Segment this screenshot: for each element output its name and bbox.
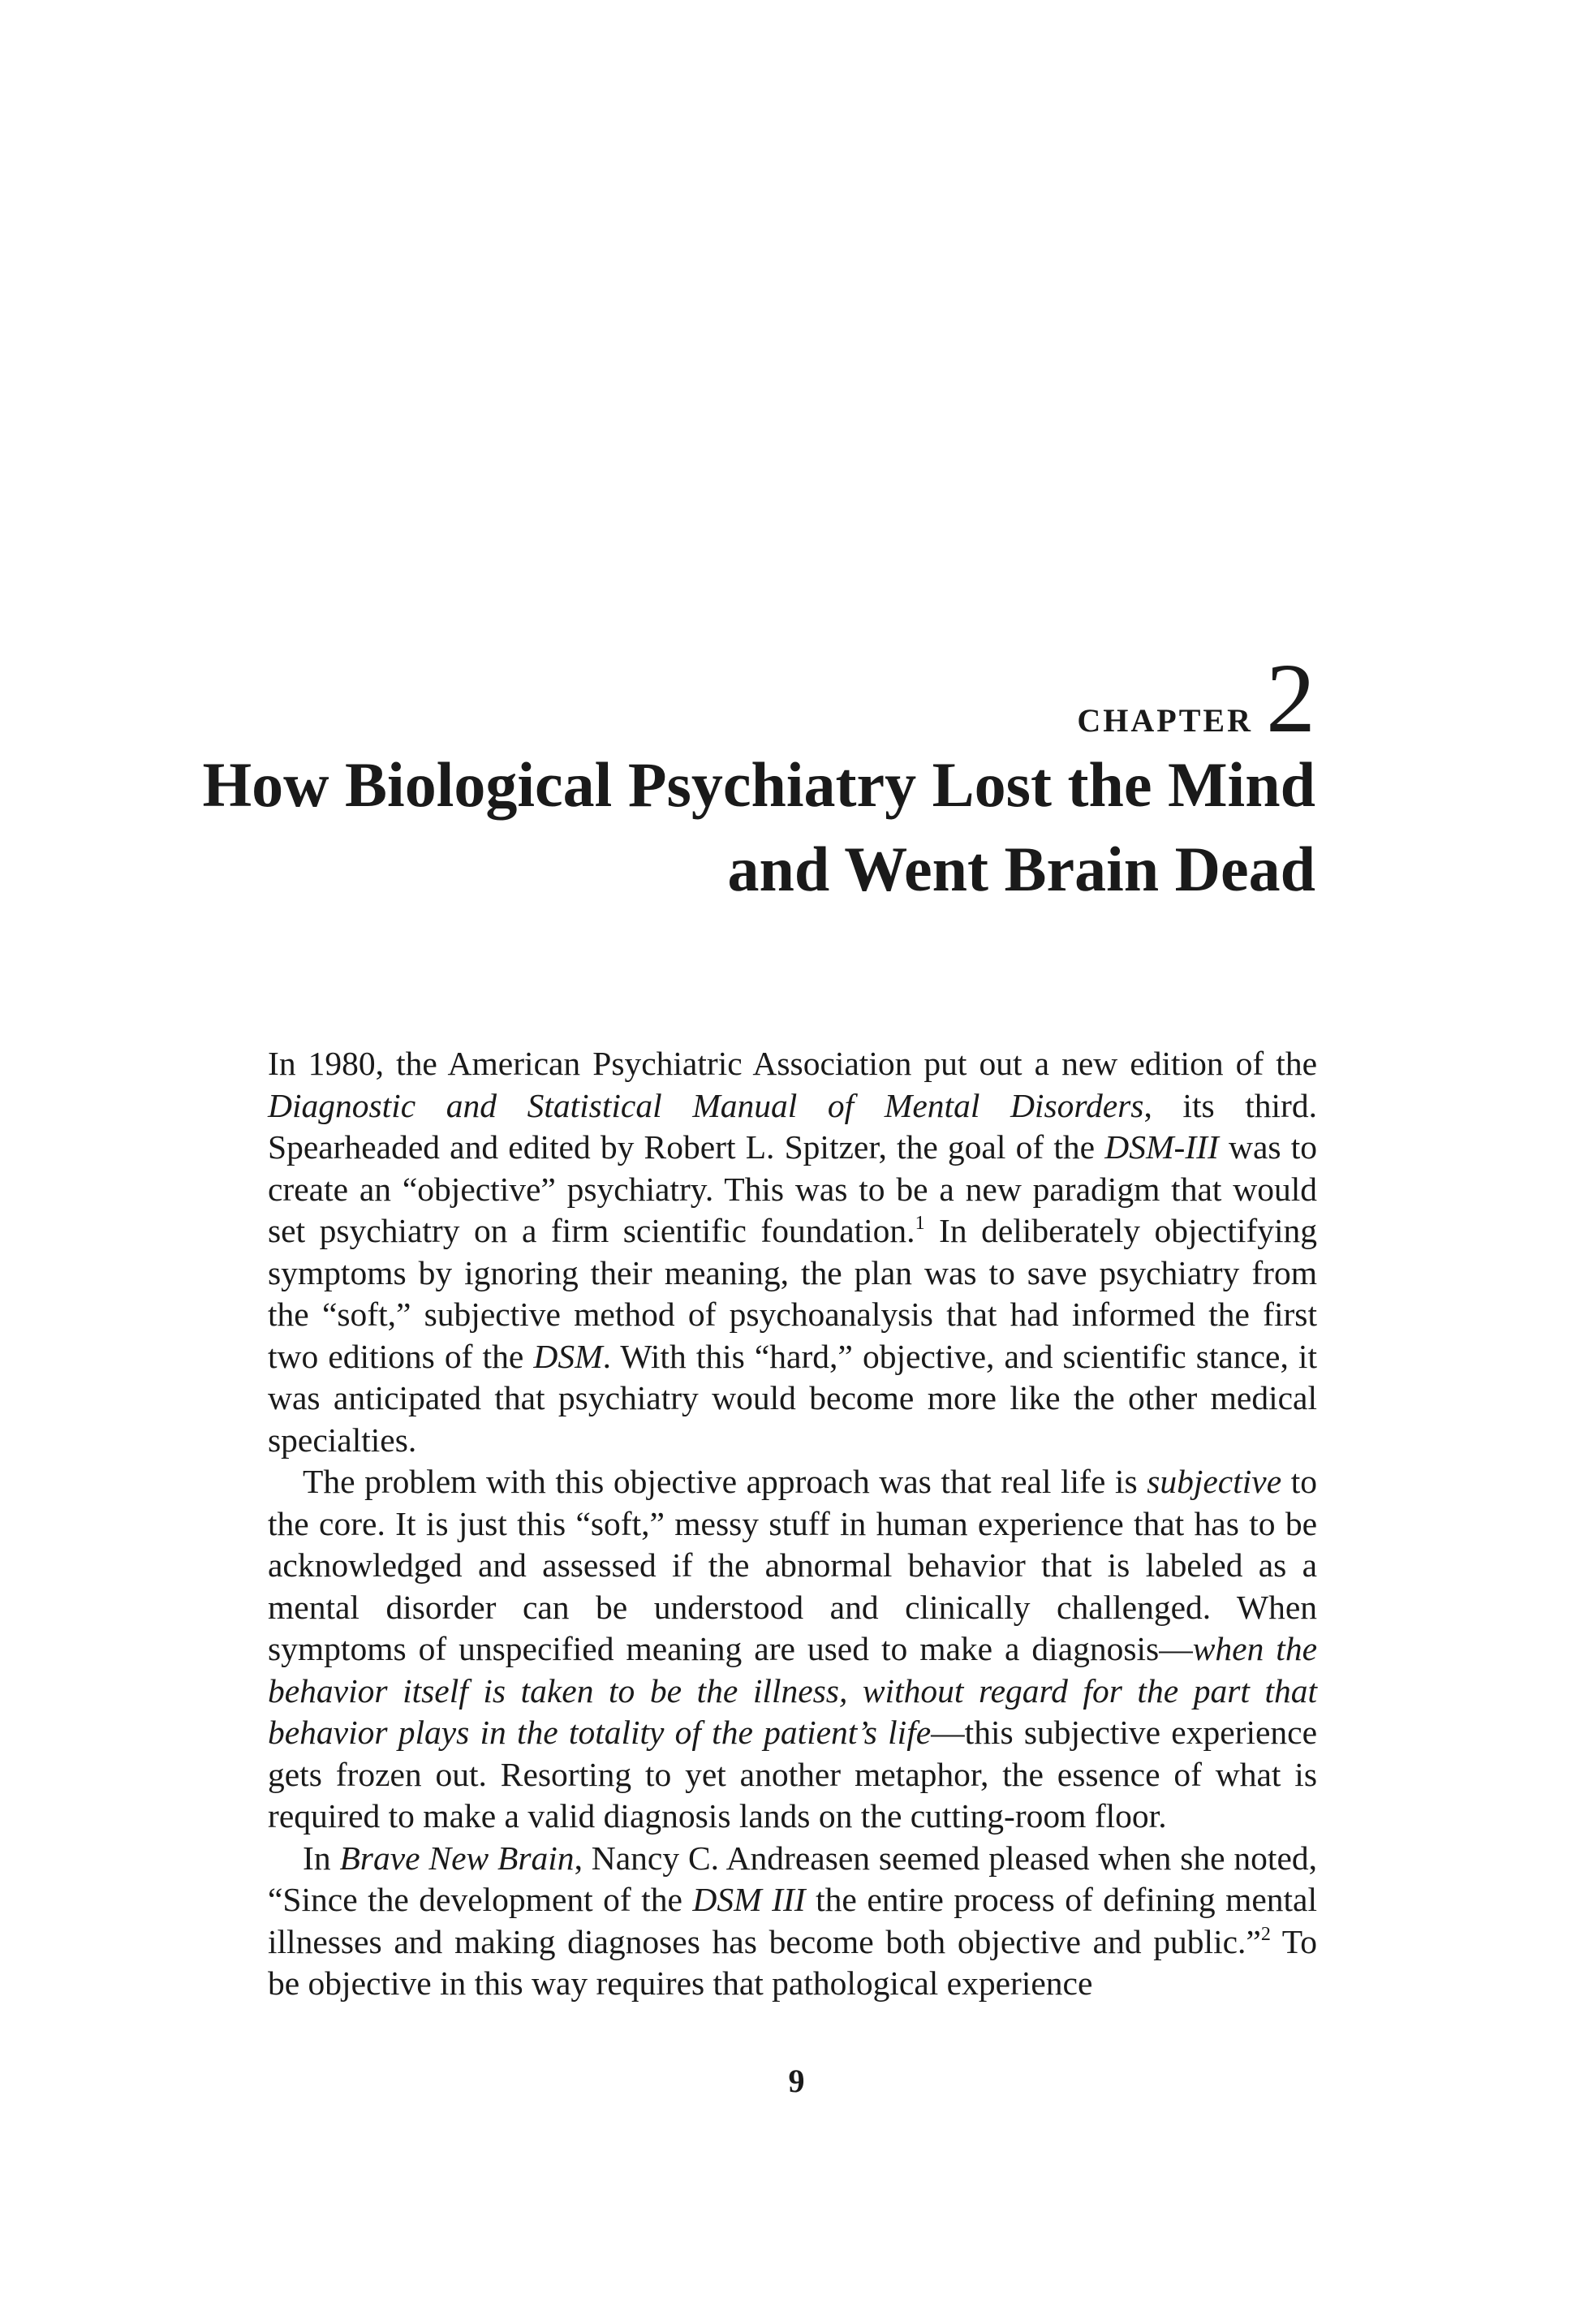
italic-text: Diagnostic and Statistical Manual of Mental Disorders <box>268 1086 1144 1124</box>
text-run: the entire process of defining mental illnesses and making diagnoses has become both objective and public.” <box>268 1881 1317 1960</box>
text-run: In deliberately objectifying symptoms by ignoring their meaning, the plan was to save psychiatry from the “soft,” subjective method of psychoanalysis that had informed the first two editions of the <box>268 1212 1317 1375</box>
chapter-number: 2 <box>1266 644 1315 753</box>
text-run: The problem with this objective approach was that real life is <box>303 1463 1147 1500</box>
italic-text: DSM <box>533 1337 603 1375</box>
italic-text: DSM III <box>692 1881 806 1918</box>
body-text <box>268 1043 1317 2005</box>
italic-text: when the behavior itself is taken to be the illness, without regard for the part that behavior plays in the totality of the patient’s life <box>268 1630 1317 1751</box>
footnote-marker: 2 <box>1260 1923 1271 1945</box>
italic-text: DSM-III <box>1104 1128 1219 1166</box>
text-run: was to create an “objective” psychiatry. This was to be a new paradigm that would set psychiatry on a firm scientific foundation. <box>268 1128 1317 1249</box>
chapter-title-line-1: How Biological Psychiatry Lost the Mind <box>202 749 1315 820</box>
text-run: , Nancy C. Andreasen seemed pleased when she noted, “Since the development of the <box>268 1839 1317 1918</box>
text-run: , its third. Spearheaded and edited by Robert L. Spitzer, the goal of the <box>268 1086 1317 1166</box>
italic-text: Brave New Brain <box>339 1839 575 1877</box>
paragraph <box>268 1461 1317 1838</box>
paragraph <box>268 1043 1317 1461</box>
text-run: to the core. It is just this “soft,” messy stuff in human experience that has to be acknowledged and assessed if the abnormal behavior that is labeled as a mental disorder can be understood and clinically challenged. When symptoms of unspecified meaning are used to make a diagnosis— <box>268 1463 1317 1667</box>
text-run: To be objective in this way requires that pathological experience <box>268 1922 1317 2002</box>
text-run: In 1980, the American Psychiatric Association put out a new edition of the <box>268 1045 1317 1082</box>
text-run: In <box>303 1839 340 1877</box>
italic-text: subjective <box>1147 1463 1282 1500</box>
chapter-title <box>179 743 1315 912</box>
text-run: . With this “hard,” objective, and scientific stance, it was anticipated that psychiatry would become more like the other medical specialties. <box>268 1337 1317 1459</box>
text-run: —this subjective experience gets frozen out. Resorting to yet another metaphor, the essence of what is required to make a valid diagnosis lands on the cutting-room floor. <box>268 1714 1317 1835</box>
footnote-marker: 1 <box>915 1213 925 1234</box>
chapter-title-line-2: and Went Brain Dead <box>727 834 1315 904</box>
chapter-heading <box>1077 644 1315 753</box>
page-number: 9 <box>788 2063 805 2099</box>
chapter-label: CHAPTER <box>1077 702 1253 739</box>
paragraph <box>268 1838 1317 2005</box>
